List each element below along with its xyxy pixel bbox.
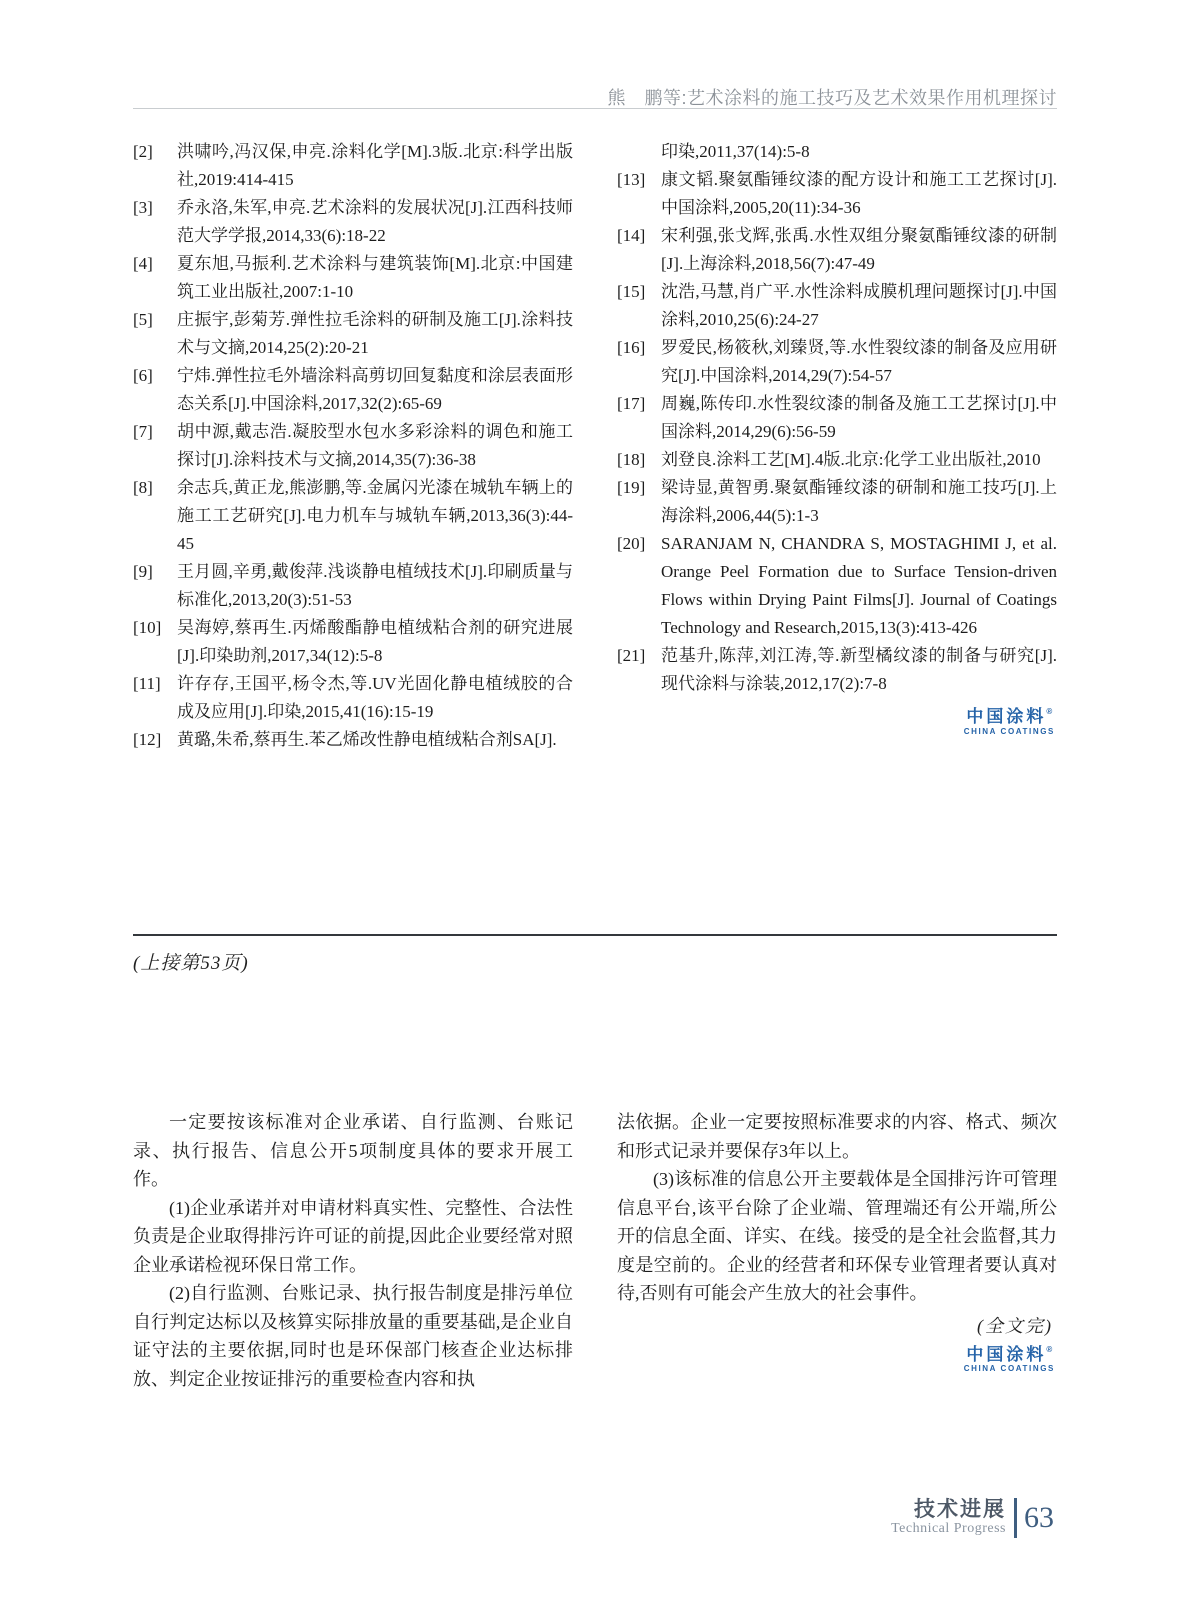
reference-entry [617,334,1057,390]
reference-number: [15] [617,282,646,301]
reference-number: [2] [133,142,153,161]
reference-entry [133,362,573,418]
china-coatings-logo [964,1346,1055,1374]
reference-text: 范基升,陈萍,刘江涛,等.新型橘纹漆的制备与研究[J].现代涂料与涂装,2012,17(2):7-8 [661,646,1057,693]
reference-number: [16] [617,338,646,357]
reference-number: [19] [617,478,646,497]
reference-text: SARANJAM N, CHANDRA S, MOSTAGHIMI J, et al. Orange Peel Formation due to Surface Tension-driven Flows within Drying Paint Films[J]. Journal of Coatings Technology and Research,2015,13(3):413-426 [661,534,1057,637]
reference-number: [17] [617,394,646,413]
reference-entry [133,250,573,306]
reference-text: 刘登良.涂料工艺[M].4版.北京:化学工业出版社,2010 [661,450,1041,469]
page-number: 63 [1024,1501,1054,1534]
running-head-title: 熊 鹏等:艺术涂料的施工技巧及艺术效果作用机理探讨 [607,88,1057,108]
reference-number: [10] [133,618,162,637]
reference-number: [18] [617,450,646,469]
reference-number: [21] [617,646,646,665]
logo-registered-mark: ® [1046,1344,1053,1354]
body-column-right [617,1108,1057,1393]
reference-text: 吴海婷,蔡再生.丙烯酸酯静电植绒粘合剂的研究进展[J].印染助剂,2017,34(12):5-8 [177,618,573,665]
reference-number: [20] [617,534,646,553]
reference-entry [133,614,573,670]
reference-text: 罗爱民,杨筱秋,刘臻贤,等.水性裂纹漆的制备及应用研究[J].中国涂料,2014,29(7):54-57 [661,338,1057,385]
reference-text: 印染,2011,37(14):5-8 [661,142,810,161]
reference-number: [13] [617,170,646,189]
reference-entry [617,222,1057,278]
reference-entry [133,726,573,754]
reference-text: 洪啸吟,冯汉保,申亮.涂料化学[M].3版.北京:科学出版社,2019:414-415 [177,142,573,189]
continued-from-note: (上接第53页) [133,953,249,974]
reference-entry [617,474,1057,530]
references-section [133,138,1057,754]
references-column-left [133,138,573,754]
reference-text: 余志兵,黄正龙,熊澎鹏,等.金属闪光漆在城轨车辆上的施工工艺研究[J].电力机车与城轨车辆,2013,36(3):44-45 [177,478,573,553]
china-coatings-logo [964,708,1055,736]
logo-cn-text: 中国涂料 [966,707,1047,726]
reference-entry [617,166,1057,222]
body-paragraph: 法依据。企业一定要按照标准要求的内容、格式、频次和形式记录并要保存3年以上。 [617,1112,1057,1161]
reference-number: [11] [133,674,161,693]
body-column-left [133,1108,573,1393]
footer-section-labels [891,1499,1006,1537]
china-coatings-logo-cn [964,708,1055,727]
reference-text: 乔永洛,朱军,申亮.艺术涂料的发展状况[J].江西科技师范大学学报,2014,33(6):18-22 [177,198,573,245]
china-coatings-logo-en: CHINA COATINGS [963,726,1055,736]
reference-entry [133,306,573,362]
section-divider-rule [133,934,1057,936]
header-rule [133,108,1057,109]
body-paragraph: 一定要按该标准对企业承诺、自行监测、台账记录、执行报告、信息公开5项制度具体的要求开展工作。 [133,1112,573,1189]
body-logo-wrap [617,1346,1057,1377]
reference-entry [133,138,573,194]
page-footer [891,1498,1054,1538]
reference-number: [14] [617,226,646,245]
reference-text: 梁诗显,黄智勇.聚氨酯锤纹漆的研制和施工技巧[J].上海涂料,2006,44(5):1-3 [661,478,1057,525]
china-coatings-logo-en: CHINA COATINGS [963,1364,1055,1374]
references-logo-wrap [617,708,1057,739]
reference-entry [133,194,573,250]
reference-number: [7] [133,422,153,441]
reference-text: 黄璐,朱希,蔡再生.苯乙烯改性静电植绒粘合剂SA[J]. [177,730,557,749]
body-paragraph: (3)该标准的信息公开主要载体是全国排污许可管理信息平台,该平台除了企业端、管理端还有公开端,所公开的信息全面、详实、在线。接受的是全社会监督,其力度是空前的。企业的经营者和环保专业管理者要认真对待,否则有可能会产生放大的社会事件。 [617,1169,1057,1303]
reference-text: 夏东旭,马振利.艺术涂料与建筑装饰[M].北京:中国建筑工业出版社,2007:1-10 [177,254,573,301]
references-column-right [617,138,1057,754]
reference-entry [617,390,1057,446]
body-paragraph: (1)企业承诺并对申请材料真实性、完整性、合法性负责是企业取得排污许可证的前提,因此企业要经常对照企业承诺检视环保日常工作。 [133,1197,573,1275]
reference-entry [617,530,1057,642]
reference-number: [3] [133,198,153,217]
reference-text: 周巍,陈传印.水性裂纹漆的制备及施工工艺探讨[J].中国涂料,2014,29(6):56-59 [661,394,1057,441]
logo-registered-mark: ® [1046,707,1053,716]
logo-cn-text: 中国涂料 [966,1344,1047,1364]
reference-entry [133,670,573,726]
reference-entry [617,278,1057,334]
body-paragraph: (2)自行监测、台账记录、执行报告制度是排污单位自行判定达标以及核算实际排放量的重要基础,是企业自证守法的主要依据,同时也是环保部门核查企业达标排放、判定企业按证排污的重要检查内容和执 [133,1283,573,1389]
reference-text: 康文韬.聚氨酯锤纹漆的配方设计和施工工艺探讨[J].中国涂料,2005,20(11):34-36 [661,170,1057,217]
footer-section-en: Technical Progress [891,1521,1006,1536]
reference-number: [12] [133,730,162,749]
reference-entry [617,642,1057,698]
reference-number: [4] [133,254,153,273]
china-coatings-logo-cn [964,1346,1055,1365]
article-end-note: (全文完) [977,1315,1053,1336]
reference-number [617,138,661,166]
reference-text: 王月圆,辛勇,戴俊萍.浅谈静电植绒技术[J].印刷质量与标准化,2013,20(3):51-53 [177,562,573,609]
reference-number: [5] [133,310,153,329]
footer-section-cn: 技术进展 [914,1498,1006,1521]
reference-text: 庄振宇,彭菊芳.弹性拉毛涂料的研制及施工[J].涂料技术与文摘,2014,25(2):20-21 [177,310,573,357]
reference-entry [617,138,1057,166]
reference-entry [133,418,573,474]
reference-text: 许存存,王国平,杨令杰,等.UV光固化静电植绒胶的合成及应用[J].印染,2015,41(16):15-19 [177,674,573,721]
reference-text: 沈浩,马慧,肖广平.水性涂料成膜机理问题探讨[J].中国涂料,2010,25(6):24-27 [661,282,1057,329]
reference-number: [8] [133,478,153,497]
reference-number: [9] [133,562,153,581]
footer-divider-bar [1014,1498,1017,1538]
reference-entry [617,446,1057,474]
reference-number: [6] [133,366,153,385]
reference-text: 宋利强,张戈辉,张禹.水性双组分聚氨酯锤纹漆的研制[J].上海涂料,2018,56(7):47-49 [661,226,1057,273]
reference-entry [133,558,573,614]
reference-text: 胡中源,戴志浩.凝胶型水包水多彩涂料的调色和施工探讨[J].涂料技术与文摘,2014,35(7):36-38 [177,422,573,469]
reference-text: 宁炜.弹性拉毛外墙涂料高剪切回复黏度和涂层表面形态关系[J].中国涂料,2017,32(2):65-69 [177,366,573,413]
article-body [133,1108,1057,1393]
reference-entry [133,474,573,558]
